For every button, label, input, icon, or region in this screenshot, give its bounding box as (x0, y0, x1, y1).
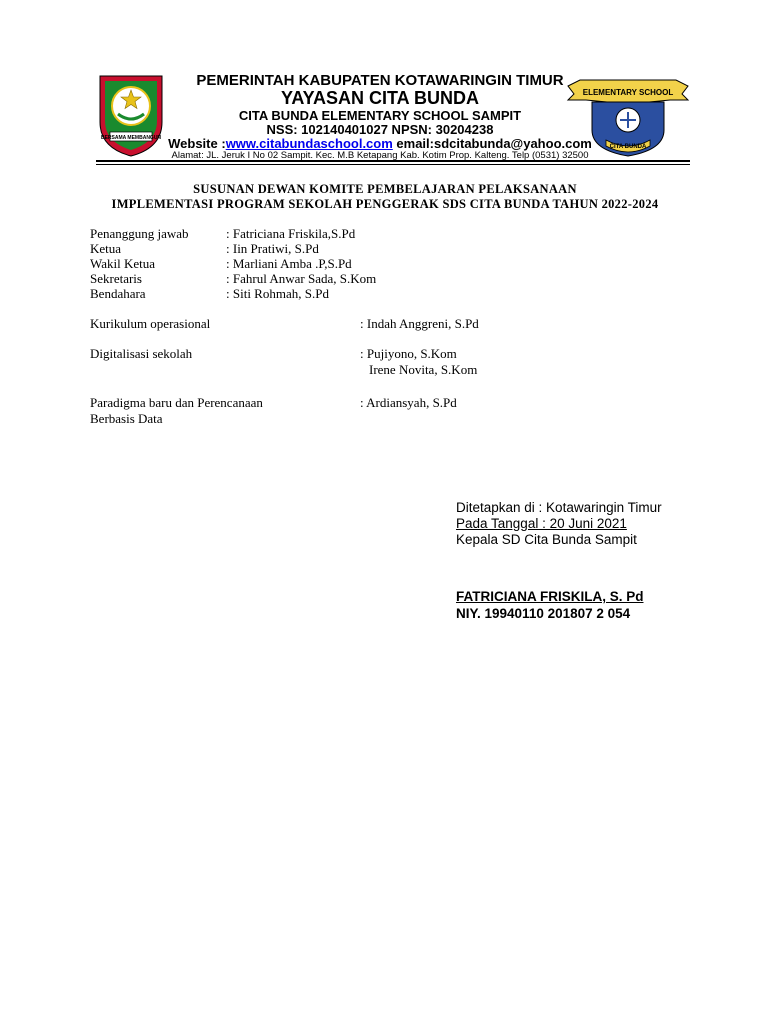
email-text: email:sdcitabunda@yahoo.com (392, 136, 592, 151)
school-name: CITA BUNDA ELEMENTARY SCHOOL SAMPIT (238, 108, 522, 123)
signature-position: Kepala SD Cita Bunda Sampit (456, 532, 637, 547)
member-name: : Fatriciana Friskila,S.Pd (226, 226, 356, 241)
website-label: Website : (168, 136, 226, 151)
nss-npsn: NSS: 102140401027 NPSN: 30204238 (266, 122, 494, 137)
member-role: Ketua (90, 241, 122, 256)
letterhead-divider-thick (96, 160, 690, 162)
signatory-niy: NIY. 19940110 201807 2 054 (456, 606, 631, 621)
document-title-line-2: IMPLEMENTASI PROGRAM SEKOLAH PENGGERAK SDS CITA BUNDA TAHUN 2022-2024 (111, 197, 659, 211)
member-name: : Siti Rohmah, S.Pd (226, 286, 329, 301)
division-role: Paradigma baru dan Perencanaan (90, 395, 263, 410)
contact-line (100, 136, 660, 151)
division-role: Berbasis Data (90, 411, 163, 426)
member-role: Sekretaris (90, 271, 142, 286)
division-name: Irene Novita, S.Kom (369, 362, 478, 377)
emblem-ribbon-text: BERSAMA MEMBANGUN (100, 135, 162, 141)
signature-place: Ditetapkan di : Kotawaringin Timur (456, 500, 662, 515)
member-role: Wakil Ketua (90, 256, 156, 271)
letterhead-divider-thin (96, 164, 690, 165)
division-name: : Ardiansyah, S.Pd (360, 395, 457, 410)
signatory-name: FATRICIANA FRISKILA, S. Pd (456, 589, 644, 604)
school-emblem-top-text: ELEMENTARY SCHOOL (582, 88, 674, 97)
address-line: Alamat: JL. Jeruk I No 02 Sampit. Kec. M.B Ketapang Kab. Kotim Prop. Kalteng. Telp (0531) 32500 (171, 150, 589, 161)
division-name: : Pujiyono, S.Kom (360, 346, 457, 361)
website-link[interactable]: www.citabundaschool.com (225, 136, 393, 151)
member-role: Penanggung jawab (90, 226, 189, 241)
member-name: : Iin Pratiwi, S.Pd (226, 241, 319, 256)
division-name: : Indah Anggreni, S.Pd (360, 316, 479, 331)
division-role: Digitalisasi sekolah (90, 346, 193, 361)
signature-date: Pada Tanggal : 20 Juni 2021 (456, 516, 627, 531)
document-title-line-1: SUSUNAN DEWAN KOMITE PEMBELAJARAN PELAKSANAAN (193, 182, 577, 196)
member-name: : Marliani Amba .P,S.Pd (226, 256, 352, 271)
school-emblem-bottom-text: CITA BUNDA (609, 144, 647, 150)
foundation-heading: YAYASAN CITA BUNDA (280, 88, 480, 108)
member-name: : Fahrul Anwar Sada, S.Kom (226, 271, 377, 286)
member-role: Bendahara (90, 286, 146, 301)
government-heading: PEMERINTAH KABUPATEN KOTAWARINGIN TIMUR (196, 72, 564, 89)
division-role: Kurikulum operasional (90, 316, 211, 331)
